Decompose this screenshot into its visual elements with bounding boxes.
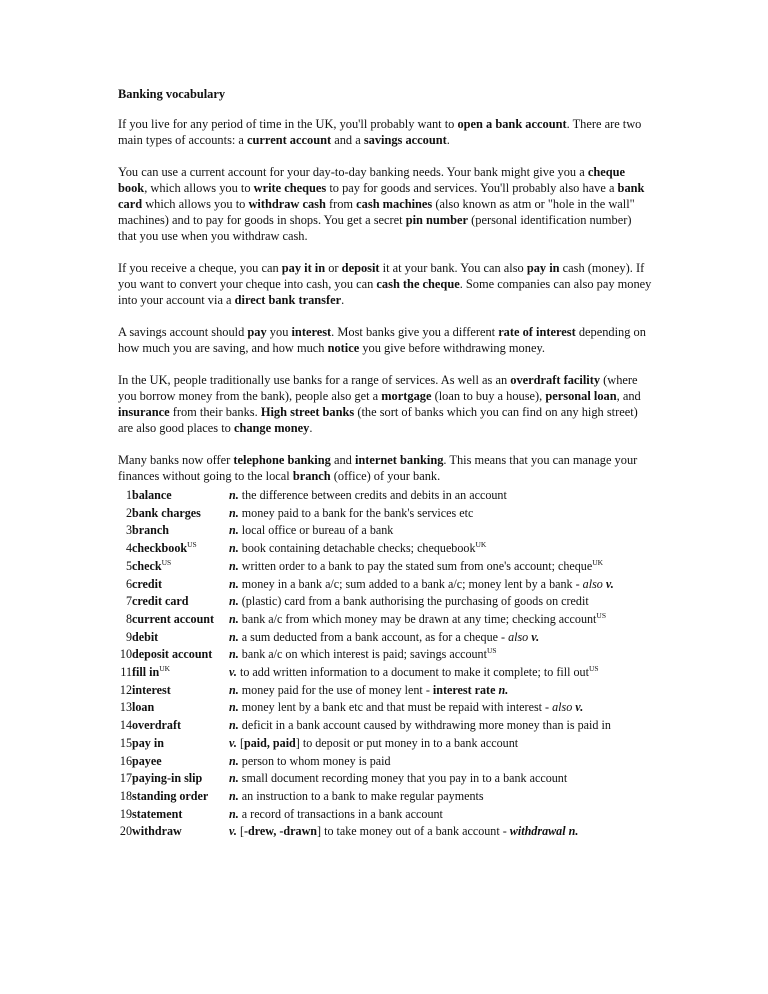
vocab-definition: n. an instruction to a bank to make regular payments	[229, 788, 484, 803]
vocab-definition: n. written order to a bank to pay the stated sum from one's account; cheque$^{UK}$	[229, 557, 604, 573]
paragraph-3: If you receive a cheque, you can pay it in or deposit it at your bank. You can also pay in cash (money). If you want to convert your cheque into cash, you can cash the cheque. Some companies can also pay money into your account via a direct bank transfer.	[118, 261, 652, 307]
key-term: cash the cheque	[376, 277, 460, 291]
key-term: bank card	[118, 181, 645, 211]
paragraph-5: In the UK, people traditionally use banks for a range of services. As well as an overdraft facility (where you borrow money from the bank), people also get a mortgage (loan to buy a house), personal loan, and insurance from their banks. High street banks (the sort of banks which you can find on any high street) are also good places to change money.	[118, 373, 641, 435]
intro-paragraphs	[118, 116, 653, 484]
vocab-row	[114, 505, 614, 523]
vocab-term: payee	[132, 753, 162, 768]
key-term: direct bank transfer	[234, 293, 342, 307]
vocab-row	[114, 558, 614, 576]
vocab-definition: n. the difference between credits and debits in an account	[229, 488, 507, 502]
vocab-definition: n. a record of transactions in a bank account	[229, 806, 443, 821]
vocab-number: 20	[119, 824, 132, 839]
vocab-term: overdraft	[132, 718, 182, 733]
key-term: pay	[247, 325, 267, 339]
vocab-row	[114, 788, 614, 806]
key-term: insurance	[118, 405, 170, 419]
key-term: pay in	[526, 261, 560, 275]
vocab-term: bank charges	[132, 505, 201, 520]
vocab-number: 9	[125, 629, 132, 644]
document-body	[118, 86, 653, 500]
vocab-definition: n. small document recording money that you pay in to a bank account	[229, 771, 568, 786]
vocab-term: credit card	[132, 594, 189, 609]
vocab-row	[114, 682, 614, 700]
vocab-definition: n. book containing detachable checks; chequebook$^{UK}$	[229, 540, 487, 556]
paragraph-4: A savings account should pay you interest. Most banks give you a different rate of interest depending on how much you are saving, and how much notice you give before withdrawing money.	[118, 325, 646, 355]
vocab-number: 11	[120, 665, 132, 680]
vocab-definition: n. money in a bank a/c; sum added to a bank a/c; money lent by a bank - also v.	[229, 576, 614, 591]
key-term: pin number	[405, 213, 469, 227]
key-term: High street banks	[260, 405, 355, 419]
vocab-definition: n. local office or bureau of a bank	[229, 523, 394, 538]
vocab-definition: v. [paid, paid] to deposit or put money in to a bank account	[229, 735, 519, 750]
vocab-term: debit	[132, 629, 159, 644]
vocab-row	[114, 540, 614, 558]
key-term: open a bank account	[457, 117, 567, 131]
vocab-term: check$^{US}$	[132, 557, 172, 573]
vocab-number: 3	[125, 523, 132, 538]
paragraph-1: If you live for any period of time in the UK, you'll probably want to open a bank account. There are two main types of accounts: a current account and a savings account.	[118, 117, 642, 147]
vocab-term: standing order	[132, 788, 209, 803]
key-term: personal loan	[545, 389, 617, 403]
key-term: overdraft facility	[510, 373, 601, 387]
vocab-definition: n. bank a/c on which interest is paid; savings account$^{US}$	[229, 646, 497, 662]
key-term: pay it in	[281, 261, 326, 275]
vocab-number: 18	[119, 788, 132, 803]
vocab-row	[114, 611, 614, 629]
vocab-term: deposit account	[132, 647, 213, 662]
key-term: change money	[233, 421, 310, 435]
vocab-row	[114, 806, 614, 824]
vocab-number: 8	[125, 611, 132, 626]
vocab-number: 13	[119, 700, 132, 715]
paragraph-6: Many banks now offer telephone banking and internet banking. This means that you can manage your finances without going to the local branch (office) of your bank.	[118, 453, 638, 483]
key-term: deposit	[341, 261, 380, 275]
vocab-row	[114, 664, 614, 682]
vocab-term: statement	[132, 806, 183, 821]
vocab-definition: v. to add written information to a document to make it complete; to fill out$^{US}$	[229, 664, 599, 680]
vocab-term: current account	[132, 611, 215, 626]
vocab-definition: n. bank a/c from which money may be drawn at any time; checking account$^{US}$	[229, 610, 606, 626]
key-term: notice	[327, 341, 360, 355]
key-term: cheque book	[118, 165, 626, 195]
key-term: cash machines	[356, 197, 433, 211]
vocab-row	[114, 735, 614, 753]
key-term: branch	[292, 469, 331, 483]
vocab-number: 16	[119, 753, 132, 768]
vocab-number: 15	[119, 735, 132, 750]
vocab-definition: n. money paid for the use of money lent - interest rate n.	[229, 682, 509, 697]
key-term: current account	[247, 133, 332, 147]
vocab-row	[114, 593, 614, 611]
vocab-term: credit	[132, 576, 162, 591]
vocab-definition: n. deficit in a bank account caused by withdrawing more money than is paid in	[229, 718, 611, 733]
key-term: write cheques	[253, 181, 327, 195]
key-term: savings account	[363, 133, 447, 147]
paragraph-2: You can use a current account for your day-to-day banking needs. Your bank might give you a cheque book, which allows you to write cheques to pay for goods and services. You'll probably also have a bank card which allows you to withdraw cash from cash machines (also known as atm or "hole in the wall" machines) and to pay for goods in shops. You get a secret pin number (personal identification number) that you use when you withdraw cash.	[118, 165, 645, 243]
key-term: telephone banking	[233, 453, 331, 467]
vocab-row	[114, 699, 614, 717]
vocab-term: pay in	[132, 735, 164, 750]
vocab-term: withdraw	[132, 824, 182, 839]
vocab-number: 7	[125, 594, 132, 609]
vocab-term: checkbook$^{US}$	[132, 540, 197, 556]
key-term: internet banking	[354, 453, 444, 467]
key-term: interest	[291, 325, 332, 339]
vocab-row	[114, 646, 614, 664]
vocab-term: interest	[132, 682, 171, 697]
vocab-number: 10	[119, 647, 132, 662]
vocab-row	[114, 823, 614, 841]
vocab-term: branch	[132, 523, 169, 538]
vocab-row	[114, 629, 614, 647]
key-term: mortgage	[381, 389, 432, 403]
vocab-number: 14	[119, 718, 132, 733]
vocab-row	[114, 717, 614, 735]
vocab-row	[114, 487, 614, 505]
vocab-definition: n. money paid to a bank for the bank's services etc	[229, 505, 474, 520]
vocab-number: 19	[119, 806, 132, 821]
vocab-row	[114, 522, 614, 540]
vocab-number: 4	[125, 541, 132, 556]
vocab-definition: n. person to whom money is paid	[229, 753, 391, 768]
vocab-definition: n. a sum deducted from a bank account, as for a cheque - also v.	[229, 629, 540, 644]
vocab-term: fill $in^{UK}$	[132, 664, 171, 680]
vocab-number: 1	[125, 488, 132, 502]
vocab-definition: v. [-drew, -drawn] to take money out of a bank account - withdrawal n.	[229, 824, 579, 839]
vocab-row	[114, 576, 614, 594]
vocab-term: paying-in slip	[132, 771, 203, 786]
vocab-definition: n. (plastic) card from a bank authorising the purchasing of goods on credit	[229, 594, 589, 609]
vocab-number: 2	[125, 505, 132, 520]
vocabulary-table	[114, 487, 614, 841]
document-title: Banking vocabulary	[118, 87, 226, 101]
vocab-number: 12	[119, 682, 132, 697]
vocab-definition: n. money lent by a bank etc and that must be repaid with interest - also v.	[229, 700, 584, 715]
vocab-number: 5	[125, 558, 132, 573]
vocab-number: 6	[125, 576, 132, 591]
vocab-number: 17	[119, 771, 132, 786]
vocab-term: balance	[132, 488, 172, 502]
vocab-term: loan	[132, 700, 155, 715]
key-term: rate of interest	[498, 325, 576, 339]
key-term: withdraw cash	[248, 197, 326, 211]
vocab-row	[114, 770, 614, 788]
vocab-row	[114, 753, 614, 771]
